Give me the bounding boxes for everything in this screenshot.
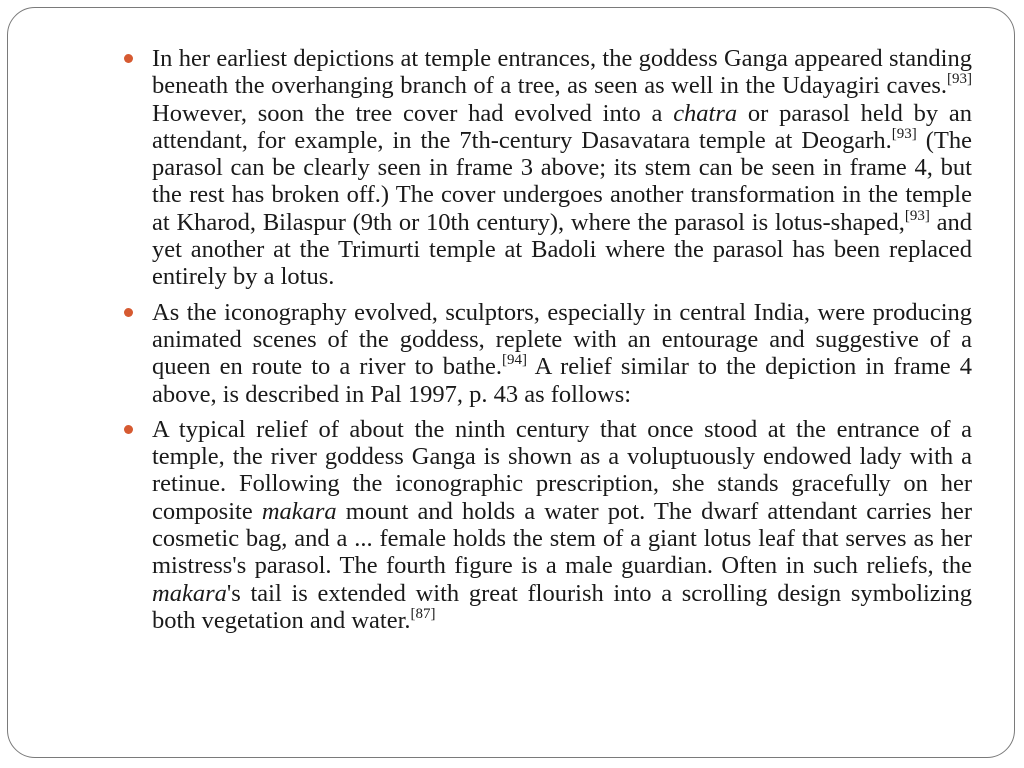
citation-93[interactable]: [93] <box>904 207 930 224</box>
term-makara: makara <box>152 579 227 607</box>
bullet-item-3 <box>122 416 972 634</box>
citation-93[interactable]: [93] <box>947 71 972 88</box>
bullet-text: (The parasol can be clearly seen in frame 3 above; its stem can be seen in frame 4, but the rest has broken off.) The cover undergoes another transformation in the temple at Kharod, Bilaspur (9th or 10th century), where the parasol is lotus-shaped, <box>152 126 973 236</box>
bullet-text: A typical relief of about the ninth century that once stood at the entrance of a temple, the river goddess Ganga is shown as a voluptuously endowed lady with a retinue. Following the iconographic prescription, she stands gracefully on her composite <box>152 415 972 525</box>
bullet-text: 's tail is extended with great flourish into a scrolling design symbolizing both vegetation and water. <box>152 579 972 634</box>
bullet-dot-icon <box>124 425 133 434</box>
bullet-text: However, soon the tree cover had evolved into a <box>152 99 674 127</box>
bullet-text: As the iconography evolved, sculptors, especially in central India, were producing animated scenes of the goddess, replete with an entourage and suggestive of a queen en route to a river to bathe. <box>152 298 972 381</box>
citation-93[interactable]: [93] <box>891 125 917 142</box>
bullet-dot-icon <box>124 308 133 317</box>
bullet-text: mount and holds a water pot. The dwarf attendant carries her cosmetic bag, and a ... female holds the stem of a giant lotus leaf that serves as her mistress's parasol. The fourth figure is a male guardian. Often in such reliefs, the <box>152 497 972 580</box>
bullet-text: or parasol held by an attendant, for example, in the 7th-century Dasavatara temple at Deogarh. <box>152 99 972 154</box>
citation-87[interactable]: [87] <box>410 605 436 622</box>
bullet-dot-icon <box>124 54 133 63</box>
citation-94[interactable]: [94] <box>501 352 527 369</box>
bullet-item-1 <box>122 45 972 291</box>
bullet-list <box>122 45 972 634</box>
term-makara: makara <box>261 497 337 525</box>
slide-frame <box>7 7 1015 758</box>
bullet-text: A relief similar to the depiction in frame 4 above, is described in Pal 1997, p. 43 as follows: <box>152 353 972 408</box>
term-chatra: chatra <box>673 99 738 127</box>
slide-content <box>122 45 972 642</box>
bullet-text: In her earliest depictions at temple entrances, the goddess Ganga appeared standing beneath the overhanging branch of a tree, as seen as well in the Udayagiri caves. <box>152 45 972 100</box>
bullet-text: and yet another at the Trimurti temple at Badoli where the parasol has been replaced entirely by a lotus. <box>152 208 972 291</box>
bullet-item-2 <box>122 299 972 408</box>
